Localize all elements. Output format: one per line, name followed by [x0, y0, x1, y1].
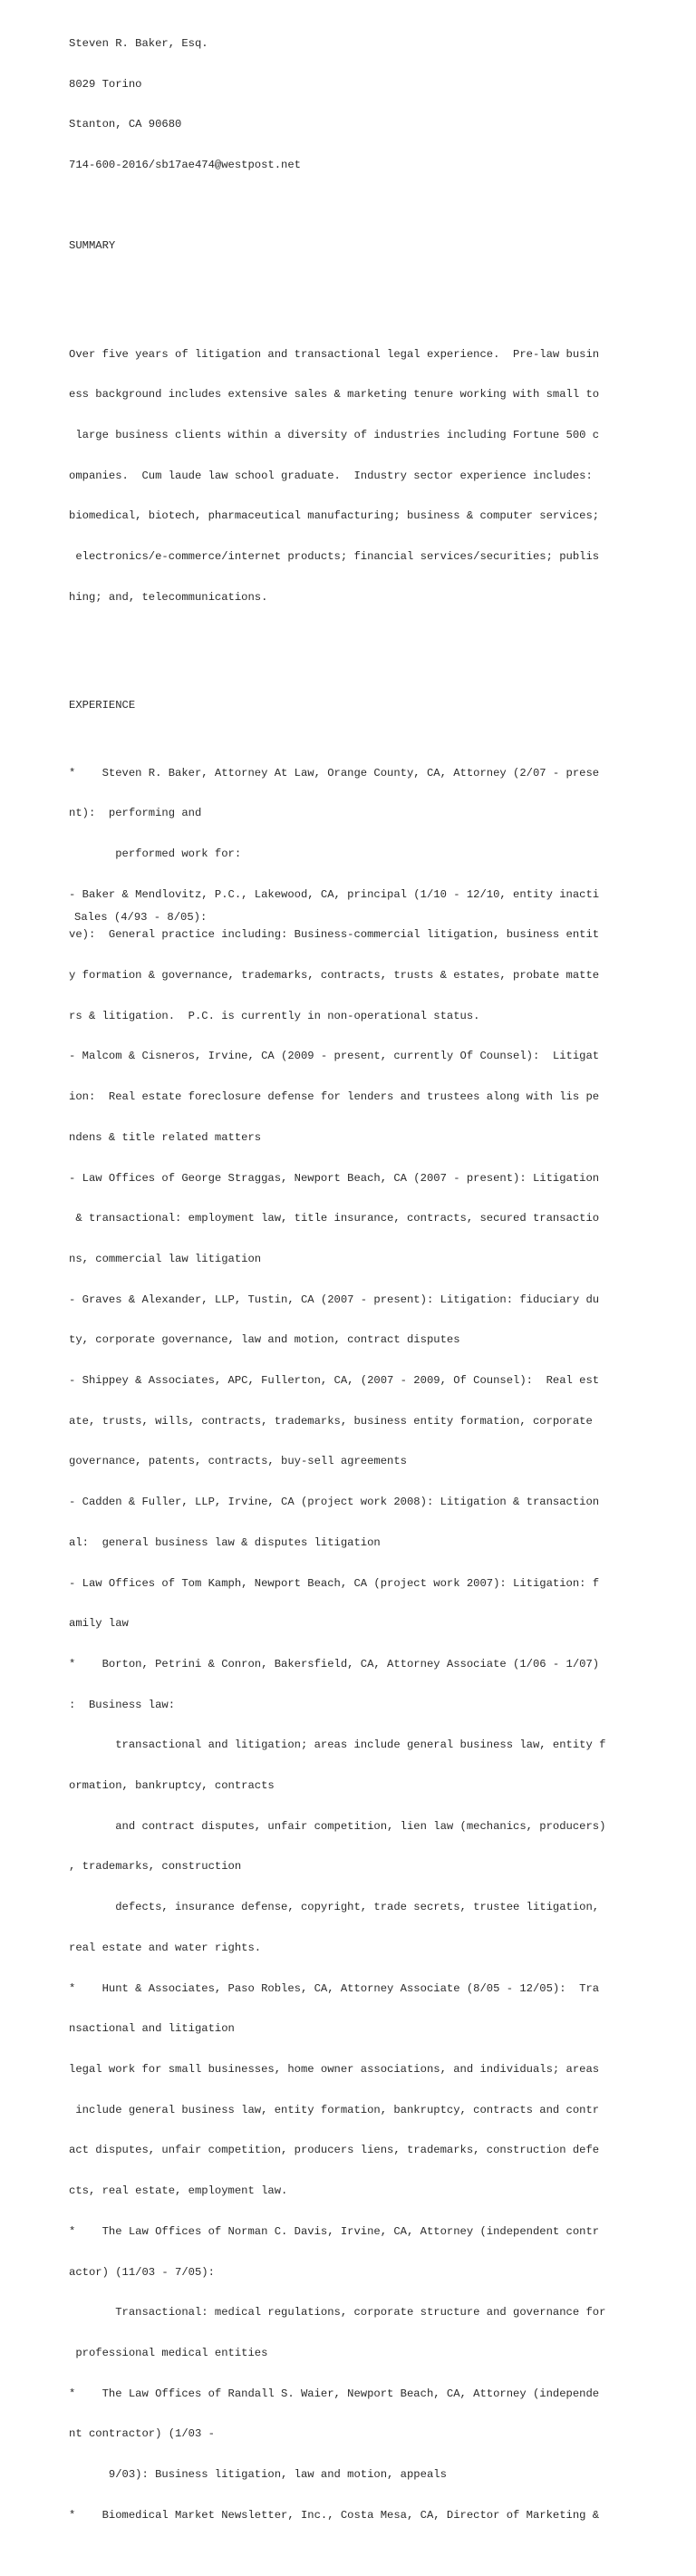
experience-line: y formation & governance, trademarks, contracts, trusts & estates, probate matte	[69, 969, 600, 983]
experience-line: actor) (11/03 - 7/05):	[69, 2265, 215, 2279]
experience-line: : Business law:	[69, 1698, 176, 1711]
experience-line: and contract disputes, unfair competition, lien law (mechanics, producers)	[69, 1819, 606, 1833]
experience-line: ormation, bankruptcy, contracts	[69, 1779, 275, 1793]
experience-line: nt contractor) (1/03 -	[69, 2427, 215, 2441]
experience-line: include general business law, entity formation, bankruptcy, contracts and contr	[69, 2103, 600, 2116]
summary-line: ess background includes extensive sales & marketing tenure working with small to	[69, 388, 600, 402]
experience-line: * Steven R. Baker, Attorney At Law, Orange County, CA, Attorney (2/07 - prese	[69, 766, 600, 780]
experience-line: * The Law Offices of Norman C. Davis, Irvine, CA, Attorney (independent contr	[69, 2224, 600, 2238]
experience-line: - Malcom & Cisneros, Irvine, CA (2009 - present, currently Of Counsel): Litigat	[69, 1050, 600, 1063]
experience-line: performed work for:	[69, 847, 242, 860]
experience-line: nt): performing and	[69, 807, 202, 820]
experience-line: ve): General practice including: Business-commercial litigation, business entit	[69, 928, 600, 942]
experience-line: - Graves & Alexander, LLP, Tustin, CA (2007 - present): Litigation: fiduciary du	[69, 1293, 600, 1306]
summary-text	[69, 321, 685, 632]
experience-line: - Shippey & Associates, APC, Fullerton, CA, (2007 - 2009, Of Counsel): Real est	[69, 1374, 600, 1388]
summary-line: large business clients within a diversity of industries including Fortune 500 c	[69, 428, 600, 441]
experience-line: governance, patents, contracts, buy-sell agreements	[69, 1455, 407, 1468]
experience-line: & transactional: employment law, title insurance, contracts, secured transactio	[69, 1212, 600, 1225]
blank-line	[69, 199, 685, 213]
summary-line: biomedical, biotech, pharmaceutical manufacturing; business & computer services;	[69, 509, 600, 523]
experience-line: al: general business law & disputes litigation	[69, 1535, 381, 1549]
header-city: Stanton, CA 90680	[69, 118, 182, 131]
summary-line: hing; and, telecommunications.	[69, 590, 268, 604]
blank-line	[69, 658, 685, 672]
experience-line: legal work for small businesses, home owner associations, and individuals; areas	[69, 2063, 600, 2076]
summary-heading: SUMMARY	[69, 239, 116, 253]
experience-line: rs & litigation. P.C. is currently in non-operational status.	[69, 1009, 480, 1022]
summary-line: Over five years of litigation and transactional legal experience. Pre-law busin	[69, 347, 600, 361]
experience-line: - Law Offices of George Straggas, Newport Beach, CA (2007 - present): Litigation	[69, 1171, 600, 1185]
experience-line: - Cadden & Fuller, LLP, Irvine, CA (project work 2008): Litigation & transaction	[69, 1496, 600, 1509]
experience-line: nsactional and litigation	[69, 2022, 235, 2036]
experience-line: ndens & title related matters	[69, 1130, 262, 1144]
experience-line: ion: Real estate foreclosure defense for lenders and trustees along with lis pe	[69, 1090, 600, 1104]
experience-line: * The Law Offices of Randall S. Waier, Newport Beach, CA, Attorney (independe	[69, 2387, 600, 2400]
experience-line: Transactional: medical regulations, corporate structure and governance for	[69, 2306, 606, 2319]
experience-text	[69, 740, 685, 2550]
experience-line: ate, trusts, wills, contracts, trademarks, business entity formation, corporate	[69, 1414, 593, 1428]
header-contact: 714-600-2016/sb17ae474@westpost.net	[69, 158, 301, 171]
experience-line: - Law Offices of Tom Kamph, Newport Beach, CA (project work 2007): Litigation: f	[69, 1576, 600, 1590]
experience-line: real estate and water rights.	[69, 1941, 262, 1954]
experience-heading: EXPERIENCE	[69, 698, 136, 712]
experience-line: ns, commercial law litigation	[69, 1252, 262, 1265]
experience-line: transactional and litigation; areas include general business law, entity f	[69, 1738, 606, 1752]
page-footer-text: Sales (4/93 - 8/05):	[74, 911, 208, 924]
experience-line: * Borton, Petrini & Conron, Bakersfield, CA, Attorney Associate (1/06 - 1/07)	[69, 1657, 600, 1671]
experience-line: cts, real estate, employment law.	[69, 2184, 288, 2198]
experience-line: - Baker & Mendlovitz, P.C., Lakewood, CA, principal (1/10 - 12/10, entity inacti	[69, 887, 600, 901]
resume-body	[69, 10, 685, 2576]
experience-line: defects, insurance defense, copyright, trade secrets, trustee litigation,	[69, 1901, 600, 1914]
experience-line: * Biomedical Market Newsletter, Inc., Costa Mesa, CA, Director of Marketing &	[69, 2508, 600, 2522]
experience-line: 9/03): Business litigation, law and motion, appeals	[69, 2468, 447, 2482]
summary-line: electronics/e-commerce/internet products; financial services/securities; publis	[69, 550, 600, 564]
experience-line: * Hunt & Associates, Paso Robles, CA, Attorney Associate (8/05 - 12/05): Tra	[69, 1981, 600, 1995]
blank-line	[69, 280, 685, 294]
experience-line: act disputes, unfair competition, producers liens, trademarks, construction defe	[69, 2144, 600, 2157]
experience-line: professional medical entities	[69, 2346, 268, 2359]
header-street: 8029 Torino	[69, 77, 142, 91]
experience-line: amily law	[69, 1617, 129, 1631]
experience-line: , trademarks, construction	[69, 1860, 242, 1874]
summary-line: ompanies. Cum laude law school graduate. Industry sector experience includes:	[69, 469, 593, 482]
header-name: Steven R. Baker, Esq.	[69, 36, 208, 50]
experience-line: ty, corporate governance, law and motion, contract disputes	[69, 1333, 460, 1347]
